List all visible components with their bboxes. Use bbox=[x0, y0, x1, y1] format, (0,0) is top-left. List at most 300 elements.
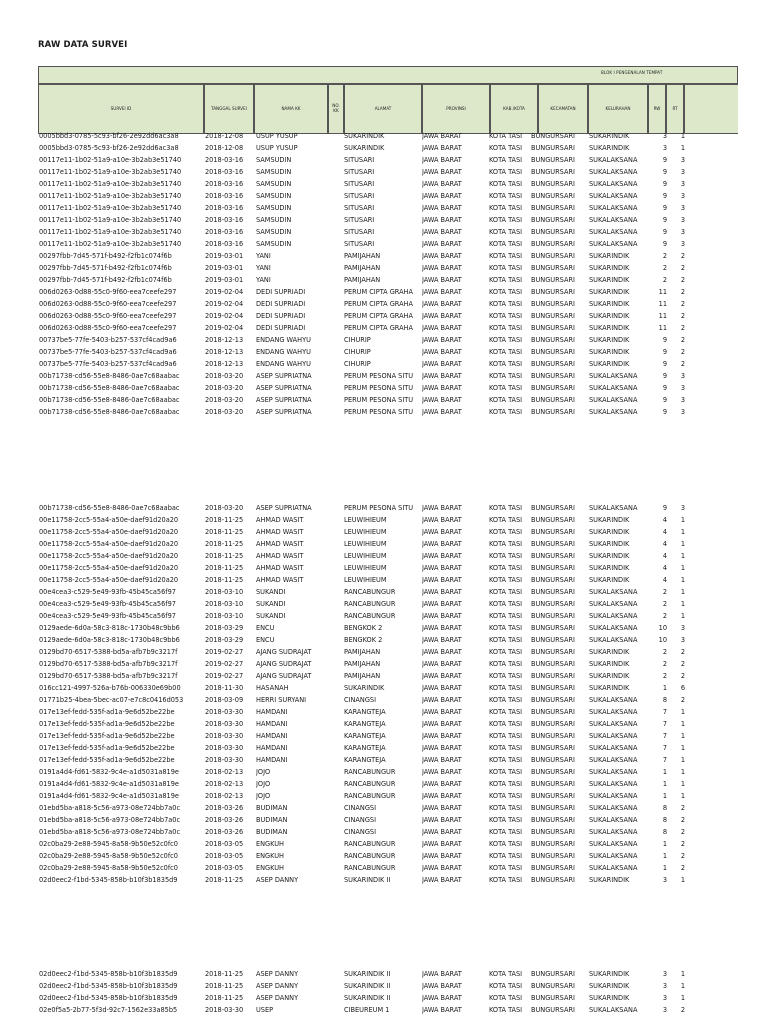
cell-tanggal-survei: 2018-03-20 bbox=[205, 371, 244, 380]
table-row bbox=[0, 790, 768, 802]
cell-nama-kk: AHMAD WASIT bbox=[256, 575, 304, 584]
cell-kecamatan: BUNGURSARI bbox=[531, 695, 575, 704]
cell-kelurahan: SUKARINDIK bbox=[589, 659, 630, 668]
cell-kab-kota: KOTA TASI bbox=[489, 587, 523, 596]
cell-alamat: SUKARINDIK bbox=[344, 143, 385, 152]
cell-nama-kk: AJANG SUDRAJAT bbox=[256, 659, 312, 668]
cell-kelurahan: SUKALAKSANA bbox=[589, 179, 638, 188]
cell-kelurahan: SUKALAKSANA bbox=[589, 707, 638, 716]
cell-tanggal-survei: 2019-02-27 bbox=[205, 647, 244, 656]
table-row bbox=[0, 658, 768, 670]
cell-survei-id: 0129bd70-6517-5388-bd5a-afb7b9c3217f bbox=[39, 647, 178, 656]
cell-rt: 3 bbox=[680, 191, 685, 200]
cell-rw: 4 bbox=[662, 539, 667, 548]
cell-tanggal-survei: 2018-11-25 bbox=[205, 993, 244, 1002]
cell-kelurahan: SUKALAKSANA bbox=[589, 863, 638, 872]
cell-kab-kota: KOTA TASI bbox=[489, 803, 523, 812]
cell-kecamatan: BUNGURSARI bbox=[531, 227, 575, 236]
cell-survei-id: 017e13ef-fedd-535f-ad1a-9e6d52be22be bbox=[39, 743, 175, 752]
cell-kelurahan: SUKARINDIK bbox=[589, 131, 630, 140]
cell-kelurahan: SUKARINDIK bbox=[589, 263, 630, 272]
cell-kab-kota: KOTA TASI bbox=[489, 323, 523, 332]
cell-kecamatan: BUNGURSARI bbox=[531, 815, 575, 824]
cell-kelurahan: SUKALAKSANA bbox=[589, 371, 638, 380]
cell-rw: 7 bbox=[662, 707, 667, 716]
cell-rt: 3 bbox=[680, 155, 685, 164]
cell-rw: 3 bbox=[662, 143, 667, 152]
table-row bbox=[0, 166, 768, 178]
cell-alamat: SUKARINDIK II bbox=[344, 969, 391, 978]
cell-rw: 3 bbox=[662, 969, 667, 978]
cell-rt: 3 bbox=[680, 371, 685, 380]
cell-survei-id: 00737be5-77fe-5403-b257-537cf4cad9a6 bbox=[39, 335, 177, 344]
cell-nama-kk: ENGKUH bbox=[256, 839, 284, 848]
cell-survei-id: 01ebd5ba-a818-5c56-a973-08e724bb7a0c bbox=[39, 827, 181, 836]
cell-alamat: KARANGTEJA bbox=[344, 731, 386, 740]
cell-survei-id: 00117e11-1b02-51a9-a10e-3b2ab3e51740 bbox=[39, 227, 182, 236]
cell-alamat: PERUM PESONA SITU bbox=[344, 395, 414, 404]
cell-tanggal-survei: 2018-03-29 bbox=[205, 623, 244, 632]
cell-kecamatan: BUNGURSARI bbox=[531, 635, 575, 644]
cell-provinsi: JAWA BARAT bbox=[422, 767, 462, 776]
cell-kecamatan: BUNGURSARI bbox=[531, 827, 575, 836]
cell-tanggal-survei: 2018-02-13 bbox=[205, 779, 244, 788]
cell-rt: 1 bbox=[680, 969, 685, 978]
cell-alamat: SUKARINDIK II bbox=[344, 875, 391, 884]
cell-nama-kk: ASEP DANNY bbox=[256, 875, 299, 884]
cell-tanggal-survei: 2018-03-30 bbox=[205, 743, 244, 752]
cell-tanggal-survei: 2018-12-08 bbox=[205, 143, 244, 152]
cell-provinsi: JAWA BARAT bbox=[422, 1005, 462, 1014]
cell-provinsi: JAWA BARAT bbox=[422, 993, 462, 1002]
cell-rw: 9 bbox=[662, 359, 667, 368]
cell-kecamatan: BUNGURSARI bbox=[531, 527, 575, 536]
cell-rw: 9 bbox=[662, 179, 667, 188]
table-row bbox=[0, 874, 768, 886]
cell-survei-id: 0129aede-6d0a-58c3-818c-1730b48c9bb6 bbox=[39, 635, 180, 644]
cell-provinsi: JAWA BARAT bbox=[422, 143, 462, 152]
cell-survei-id: 00e4cea3-c529-5e49-93fb-45b45ca56f97 bbox=[39, 599, 176, 608]
column-header-kecamatan: KECAMATAN bbox=[538, 84, 588, 134]
cell-rt: 1 bbox=[680, 515, 685, 524]
cell-survei-id: 00117e11-1b02-51a9-a10e-3b2ab3e51740 bbox=[39, 179, 182, 188]
cell-kecamatan: BUNGURSARI bbox=[531, 251, 575, 260]
cell-survei-id: 00297fbb-7d45-571f-b492-f2fb1c074f6b bbox=[39, 275, 172, 284]
cell-kecamatan: BUNGURSARI bbox=[531, 779, 575, 788]
cell-rw: 10 bbox=[658, 623, 667, 632]
cell-rt: 2 bbox=[680, 275, 685, 284]
cell-nama-kk: BUDIMAN bbox=[256, 803, 288, 812]
cell-rt: 3 bbox=[680, 623, 685, 632]
table-row bbox=[0, 346, 768, 358]
cell-provinsi: JAWA BARAT bbox=[422, 551, 462, 560]
cell-rw: 1 bbox=[662, 683, 667, 692]
cell-kelurahan: SUKALAKSANA bbox=[589, 815, 638, 824]
cell-alamat: KARANGTEJA bbox=[344, 707, 386, 716]
cell-provinsi: JAWA BARAT bbox=[422, 215, 462, 224]
table-row bbox=[0, 992, 768, 1004]
table-row bbox=[0, 862, 768, 874]
cell-tanggal-survei: 2018-11-25 bbox=[205, 515, 244, 524]
cell-survei-id: 00e4cea3-c529-5e49-93fb-45b45ca56f97 bbox=[39, 611, 176, 620]
cell-rt: 1 bbox=[680, 731, 685, 740]
cell-kecamatan: BUNGURSARI bbox=[531, 179, 575, 188]
cell-rt: 1 bbox=[680, 563, 685, 572]
cell-tanggal-survei: 2018-03-20 bbox=[205, 407, 244, 416]
cell-alamat: LEUWIHIEUM bbox=[344, 575, 387, 584]
cell-nama-kk: HAMDANI bbox=[256, 731, 288, 740]
cell-survei-id: 0005bbd3-0785-5c93-bf26-2e92dd6ac3a8 bbox=[39, 143, 179, 152]
table-row bbox=[0, 214, 768, 226]
cell-kelurahan: SUKARINDIK bbox=[589, 347, 630, 356]
cell-kab-kota: KOTA TASI bbox=[489, 779, 523, 788]
cell-alamat: KARANGTEJA bbox=[344, 743, 386, 752]
cell-nama-kk: ASEP DANNY bbox=[256, 981, 299, 990]
column-header-no-kk: NO. KK bbox=[328, 84, 344, 134]
cell-alamat: SITUSARI bbox=[344, 155, 375, 164]
cell-rw: 9 bbox=[662, 371, 667, 380]
cell-rt: 2 bbox=[680, 851, 685, 860]
cell-kecamatan: BUNGURSARI bbox=[531, 731, 575, 740]
cell-rw: 3 bbox=[662, 131, 667, 140]
cell-survei-id: 0129bd70-6517-5388-bd5a-afb7b9c3217f bbox=[39, 671, 178, 680]
cell-rt: 1 bbox=[680, 587, 685, 596]
cell-kelurahan: SUKALAKSANA bbox=[589, 383, 638, 392]
cell-provinsi: JAWA BARAT bbox=[422, 191, 462, 200]
cell-tanggal-survei: 2018-03-20 bbox=[205, 395, 244, 404]
cell-rt: 3 bbox=[680, 635, 685, 644]
cell-rw: 3 bbox=[662, 875, 667, 884]
cell-alamat: RANCABUNGUR bbox=[344, 851, 396, 860]
cell-nama-kk: SAMSUDIN bbox=[256, 203, 292, 212]
cell-kecamatan: BUNGURSARI bbox=[531, 407, 575, 416]
cell-provinsi: JAWA BARAT bbox=[422, 611, 462, 620]
table-row bbox=[0, 634, 768, 646]
table-row bbox=[0, 670, 768, 682]
table-row bbox=[0, 766, 768, 778]
cell-kecamatan: BUNGURSARI bbox=[531, 239, 575, 248]
column-header-tanggal-survei: TANGGAL SURVEI bbox=[204, 84, 254, 134]
cell-kab-kota: KOTA TASI bbox=[489, 635, 523, 644]
table-row bbox=[0, 202, 768, 214]
table-row bbox=[0, 598, 768, 610]
cell-kelurahan: SUKALAKSANA bbox=[589, 239, 638, 248]
cell-alamat: LEUWIHIEUM bbox=[344, 539, 387, 548]
cell-rt: 2 bbox=[680, 335, 685, 344]
cell-provinsi: JAWA BARAT bbox=[422, 599, 462, 608]
table-row bbox=[0, 742, 768, 754]
cell-rw: 1 bbox=[662, 863, 667, 872]
cell-nama-kk: ENGKUH bbox=[256, 851, 284, 860]
cell-rw: 4 bbox=[662, 575, 667, 584]
cell-nama-kk: JOJO bbox=[256, 767, 271, 776]
cell-provinsi: JAWA BARAT bbox=[422, 263, 462, 272]
cell-alamat: CIHURIP bbox=[344, 359, 371, 368]
cell-rt: 1 bbox=[680, 551, 685, 560]
cell-survei-id: 02d0eec2-f1bd-5345-858b-b10f3b1835d9 bbox=[39, 993, 178, 1002]
cell-kecamatan: BUNGURSARI bbox=[531, 647, 575, 656]
cell-survei-id: 006d0263-0d88-55c0-9f60-eea7ceefe297 bbox=[39, 311, 177, 320]
table-row bbox=[0, 968, 768, 980]
table-row bbox=[0, 706, 768, 718]
cell-kecamatan: BUNGURSARI bbox=[531, 335, 575, 344]
cell-provinsi: JAWA BARAT bbox=[422, 851, 462, 860]
cell-survei-id: 00b71738-cd56-55e8-8486-0ae7c68aabac bbox=[39, 371, 180, 380]
cell-kab-kota: KOTA TASI bbox=[489, 347, 523, 356]
cell-kab-kota: KOTA TASI bbox=[489, 227, 523, 236]
cell-kelurahan: SUKARINDIK bbox=[589, 671, 630, 680]
cell-rt: 1 bbox=[680, 527, 685, 536]
cell-kab-kota: KOTA TASI bbox=[489, 359, 523, 368]
cell-rw: 2 bbox=[662, 671, 667, 680]
cell-provinsi: JAWA BARAT bbox=[422, 743, 462, 752]
cell-provinsi: JAWA BARAT bbox=[422, 347, 462, 356]
cell-kab-kota: KOTA TASI bbox=[489, 203, 523, 212]
cell-tanggal-survei: 2018-11-25 bbox=[205, 875, 244, 884]
table-row bbox=[0, 142, 768, 154]
cell-alamat: RANCABUNGUR bbox=[344, 791, 396, 800]
cell-kab-kota: KOTA TASI bbox=[489, 1005, 523, 1014]
cell-survei-id: 00e11758-2cc5-55a4-a50e-daef91d20a20 bbox=[39, 527, 179, 536]
cell-rw: 1 bbox=[662, 839, 667, 848]
cell-kecamatan: BUNGURSARI bbox=[531, 993, 575, 1002]
cell-nama-kk: DEDI SUPRIADI bbox=[256, 299, 306, 308]
cell-rt: 2 bbox=[680, 803, 685, 812]
table-row bbox=[0, 838, 768, 850]
column-header-rt: RT bbox=[666, 84, 684, 134]
cell-tanggal-survei: 2018-03-16 bbox=[205, 167, 244, 176]
cell-kab-kota: KOTA TASI bbox=[489, 383, 523, 392]
cell-kab-kota: KOTA TASI bbox=[489, 395, 523, 404]
cell-nama-kk: SUKANDI bbox=[256, 587, 286, 596]
cell-provinsi: JAWA BARAT bbox=[422, 969, 462, 978]
cell-kecamatan: BUNGURSARI bbox=[531, 143, 575, 152]
cell-kelurahan: SUKALAKSANA bbox=[589, 623, 638, 632]
cell-kelurahan: SUKALAKSANA bbox=[589, 851, 638, 860]
cell-alamat: RANCABUNGUR bbox=[344, 611, 396, 620]
cell-provinsi: JAWA BARAT bbox=[422, 791, 462, 800]
cell-kecamatan: BUNGURSARI bbox=[531, 969, 575, 978]
cell-rw: 8 bbox=[662, 695, 667, 704]
cell-nama-kk: AJANG SUDRAJAT bbox=[256, 647, 312, 656]
cell-survei-id: 017e13ef-fedd-535f-ad1a-9e6d52be22be bbox=[39, 731, 175, 740]
cell-kecamatan: BUNGURSARI bbox=[531, 503, 575, 512]
cell-tanggal-survei: 2018-03-16 bbox=[205, 227, 244, 236]
cell-kecamatan: BUNGURSARI bbox=[531, 575, 575, 584]
cell-kab-kota: KOTA TASI bbox=[489, 969, 523, 978]
cell-kab-kota: KOTA TASI bbox=[489, 167, 523, 176]
cell-kelurahan: SUKALAKSANA bbox=[589, 803, 638, 812]
cell-rt: 2 bbox=[680, 695, 685, 704]
cell-kab-kota: KOTA TASI bbox=[489, 707, 523, 716]
cell-kecamatan: BUNGURSARI bbox=[531, 263, 575, 272]
cell-survei-id: 016cc121-4997-526a-b76b-006330e69b00 bbox=[39, 683, 181, 692]
cell-rw: 7 bbox=[662, 755, 667, 764]
cell-survei-id: 00b71738-cd56-55e8-8486-0ae7c68aabac bbox=[39, 383, 180, 392]
cell-nama-kk: AHMAD WASIT bbox=[256, 539, 304, 548]
cell-kab-kota: KOTA TASI bbox=[489, 839, 523, 848]
cell-kab-kota: KOTA TASI bbox=[489, 827, 523, 836]
cell-kecamatan: BUNGURSARI bbox=[531, 659, 575, 668]
cell-kelurahan: SUKARINDIK bbox=[589, 539, 630, 548]
cell-nama-kk: AHMAD WASIT bbox=[256, 515, 304, 524]
table-row bbox=[0, 1004, 768, 1016]
page-title: RAW DATA SURVEI bbox=[38, 40, 128, 50]
cell-alamat: SITUSARI bbox=[344, 191, 375, 200]
cell-kecamatan: BUNGURSARI bbox=[531, 203, 575, 212]
cell-kab-kota: KOTA TASI bbox=[489, 611, 523, 620]
cell-provinsi: JAWA BARAT bbox=[422, 981, 462, 990]
cell-rw: 2 bbox=[662, 587, 667, 596]
cell-alamat: CINANGSI bbox=[344, 815, 377, 824]
cell-rw: 9 bbox=[662, 227, 667, 236]
cell-rw: 2 bbox=[662, 275, 667, 284]
cell-alamat: PERUM CIPTA GRAHA bbox=[344, 323, 413, 332]
column-header-survei-id: SURVEI ID bbox=[38, 84, 204, 134]
cell-alamat: CIHURIP bbox=[344, 335, 371, 344]
cell-survei-id: 00117e11-1b02-51a9-a10e-3b2ab3e51740 bbox=[39, 155, 182, 164]
cell-rt: 3 bbox=[680, 215, 685, 224]
table-row bbox=[0, 574, 768, 586]
cell-provinsi: JAWA BARAT bbox=[422, 839, 462, 848]
cell-rw: 8 bbox=[662, 803, 667, 812]
cell-kab-kota: KOTA TASI bbox=[489, 755, 523, 764]
cell-kecamatan: BUNGURSARI bbox=[531, 707, 575, 716]
table-row bbox=[0, 646, 768, 658]
cell-kelurahan: SUKARINDIK bbox=[589, 683, 630, 692]
cell-survei-id: 0129bd70-6517-5388-bd5a-afb7b9c3217f bbox=[39, 659, 178, 668]
cell-alamat: SITUSARI bbox=[344, 203, 375, 212]
cell-nama-kk: HASANAH bbox=[256, 683, 289, 692]
table-row bbox=[0, 502, 768, 514]
table-row bbox=[0, 334, 768, 346]
cell-kecamatan: BUNGURSARI bbox=[531, 311, 575, 320]
cell-rw: 4 bbox=[662, 563, 667, 572]
cell-provinsi: JAWA BARAT bbox=[422, 731, 462, 740]
cell-alamat: PERUM CIPTA GRAHA bbox=[344, 311, 413, 320]
cell-survei-id: 00737be5-77fe-5403-b257-537cf4cad9a6 bbox=[39, 359, 177, 368]
cell-alamat: PERUM PESONA SITU bbox=[344, 383, 414, 392]
cell-nama-kk: HAMDANI bbox=[256, 719, 288, 728]
cell-nama-kk: YANI bbox=[256, 251, 271, 260]
cell-alamat: SITUSARI bbox=[344, 167, 375, 176]
cell-rt: 2 bbox=[680, 359, 685, 368]
cell-nama-kk: SUKANDI bbox=[256, 611, 286, 620]
cell-kelurahan: SUKALAKSANA bbox=[589, 407, 638, 416]
cell-survei-id: 00e11758-2cc5-55a4-a50e-daef91d20a20 bbox=[39, 539, 179, 548]
cell-kelurahan: SUKARINDIK bbox=[589, 275, 630, 284]
cell-kab-kota: KOTA TASI bbox=[489, 981, 523, 990]
cell-kecamatan: BUNGURSARI bbox=[531, 371, 575, 380]
cell-kelurahan: SUKALAKSANA bbox=[589, 767, 638, 776]
cell-nama-kk: AHMAD WASIT bbox=[256, 563, 304, 572]
cell-kab-kota: KOTA TASI bbox=[489, 143, 523, 152]
table-row bbox=[0, 562, 768, 574]
cell-alamat: CINANGSI bbox=[344, 695, 377, 704]
table-row bbox=[0, 538, 768, 550]
cell-kab-kota: KOTA TASI bbox=[489, 815, 523, 824]
cell-rw: 9 bbox=[662, 347, 667, 356]
cell-tanggal-survei: 2018-03-10 bbox=[205, 611, 244, 620]
cell-survei-id: 00e11758-2cc5-55a4-a50e-daef91d20a20 bbox=[39, 551, 179, 560]
cell-survei-id: 01ebd5ba-a818-5c56-a973-08e724bb7a0c bbox=[39, 815, 181, 824]
cell-alamat: SUKARINDIK II bbox=[344, 981, 391, 990]
cell-tanggal-survei: 2018-03-10 bbox=[205, 599, 244, 608]
cell-kecamatan: BUNGURSARI bbox=[531, 791, 575, 800]
cell-rw: 9 bbox=[662, 167, 667, 176]
cell-rw: 1 bbox=[662, 779, 667, 788]
cell-rt: 3 bbox=[680, 503, 685, 512]
cell-kecamatan: BUNGURSARI bbox=[531, 863, 575, 872]
cell-kelurahan: SUKARINDIK bbox=[589, 527, 630, 536]
cell-rt: 1 bbox=[680, 993, 685, 1002]
cell-kab-kota: KOTA TASI bbox=[489, 875, 523, 884]
cell-kelurahan: SUKARINDIK bbox=[589, 981, 630, 990]
cell-provinsi: JAWA BARAT bbox=[422, 203, 462, 212]
table-row bbox=[0, 514, 768, 526]
cell-kelurahan: SUKALAKSANA bbox=[589, 695, 638, 704]
cell-tanggal-survei: 2018-03-05 bbox=[205, 851, 244, 860]
cell-rt: 2 bbox=[680, 299, 685, 308]
cell-kab-kota: KOTA TASI bbox=[489, 527, 523, 536]
cell-kelurahan: SUKARINDIK bbox=[589, 875, 630, 884]
cell-kecamatan: BUNGURSARI bbox=[531, 671, 575, 680]
cell-rt: 1 bbox=[680, 791, 685, 800]
table-row bbox=[0, 526, 768, 538]
cell-kab-kota: KOTA TASI bbox=[489, 851, 523, 860]
table-row bbox=[0, 358, 768, 370]
table-row bbox=[0, 178, 768, 190]
cell-tanggal-survei: 2018-03-16 bbox=[205, 203, 244, 212]
cell-provinsi: JAWA BARAT bbox=[422, 371, 462, 380]
cell-nama-kk: ENDANG WAHYU bbox=[256, 347, 311, 356]
cell-alamat: KARANGTEJA bbox=[344, 719, 386, 728]
cell-kecamatan: BUNGURSARI bbox=[531, 131, 575, 140]
cell-nama-kk: USUP YUSUP bbox=[256, 143, 298, 152]
cell-rw: 11 bbox=[658, 323, 667, 332]
cell-alamat: PERUM CIPTA GRAHA bbox=[344, 287, 413, 296]
cell-tanggal-survei: 2019-03-01 bbox=[205, 263, 244, 272]
cell-kab-kota: KOTA TASI bbox=[489, 131, 523, 140]
cell-rt: 3 bbox=[680, 167, 685, 176]
cell-provinsi: JAWA BARAT bbox=[422, 623, 462, 632]
cell-kelurahan: SUKARINDIK bbox=[589, 647, 630, 656]
cell-nama-kk: DEDI SUPRIADI bbox=[256, 287, 306, 296]
cell-alamat: SUKARINDIK II bbox=[344, 993, 391, 1002]
cell-tanggal-survei: 2018-03-16 bbox=[205, 179, 244, 188]
cell-nama-kk: ASEP SUPRIATNA bbox=[256, 383, 312, 392]
cell-survei-id: 00e11758-2cc5-55a4-a50e-daef91d20a20 bbox=[39, 575, 179, 584]
cell-nama-kk: JOJO bbox=[256, 779, 271, 788]
cell-tanggal-survei: 2018-12-13 bbox=[205, 335, 244, 344]
cell-nama-kk: HERRI SURYANI bbox=[256, 695, 307, 704]
cell-kab-kota: KOTA TASI bbox=[489, 311, 523, 320]
cell-tanggal-survei: 2018-03-10 bbox=[205, 587, 244, 596]
cell-tanggal-survei: 2018-03-05 bbox=[205, 863, 244, 872]
cell-alamat: SUKARINDIK bbox=[344, 683, 385, 692]
cell-alamat: SITUSARI bbox=[344, 239, 375, 248]
cell-kelurahan: SUKARINDIK bbox=[589, 287, 630, 296]
cell-kelurahan: SUKALAKSANA bbox=[589, 587, 638, 596]
cell-rw: 1 bbox=[662, 791, 667, 800]
cell-provinsi: JAWA BARAT bbox=[422, 275, 462, 284]
cell-kab-kota: KOTA TASI bbox=[489, 743, 523, 752]
cell-alamat: LEUWIHIEUM bbox=[344, 515, 387, 524]
cell-kelurahan: SUKALAKSANA bbox=[589, 203, 638, 212]
cell-nama-kk: ASEP SUPRIATNA bbox=[256, 503, 312, 512]
cell-kelurahan: SUKALAKSANA bbox=[589, 743, 638, 752]
cell-provinsi: JAWA BARAT bbox=[422, 311, 462, 320]
